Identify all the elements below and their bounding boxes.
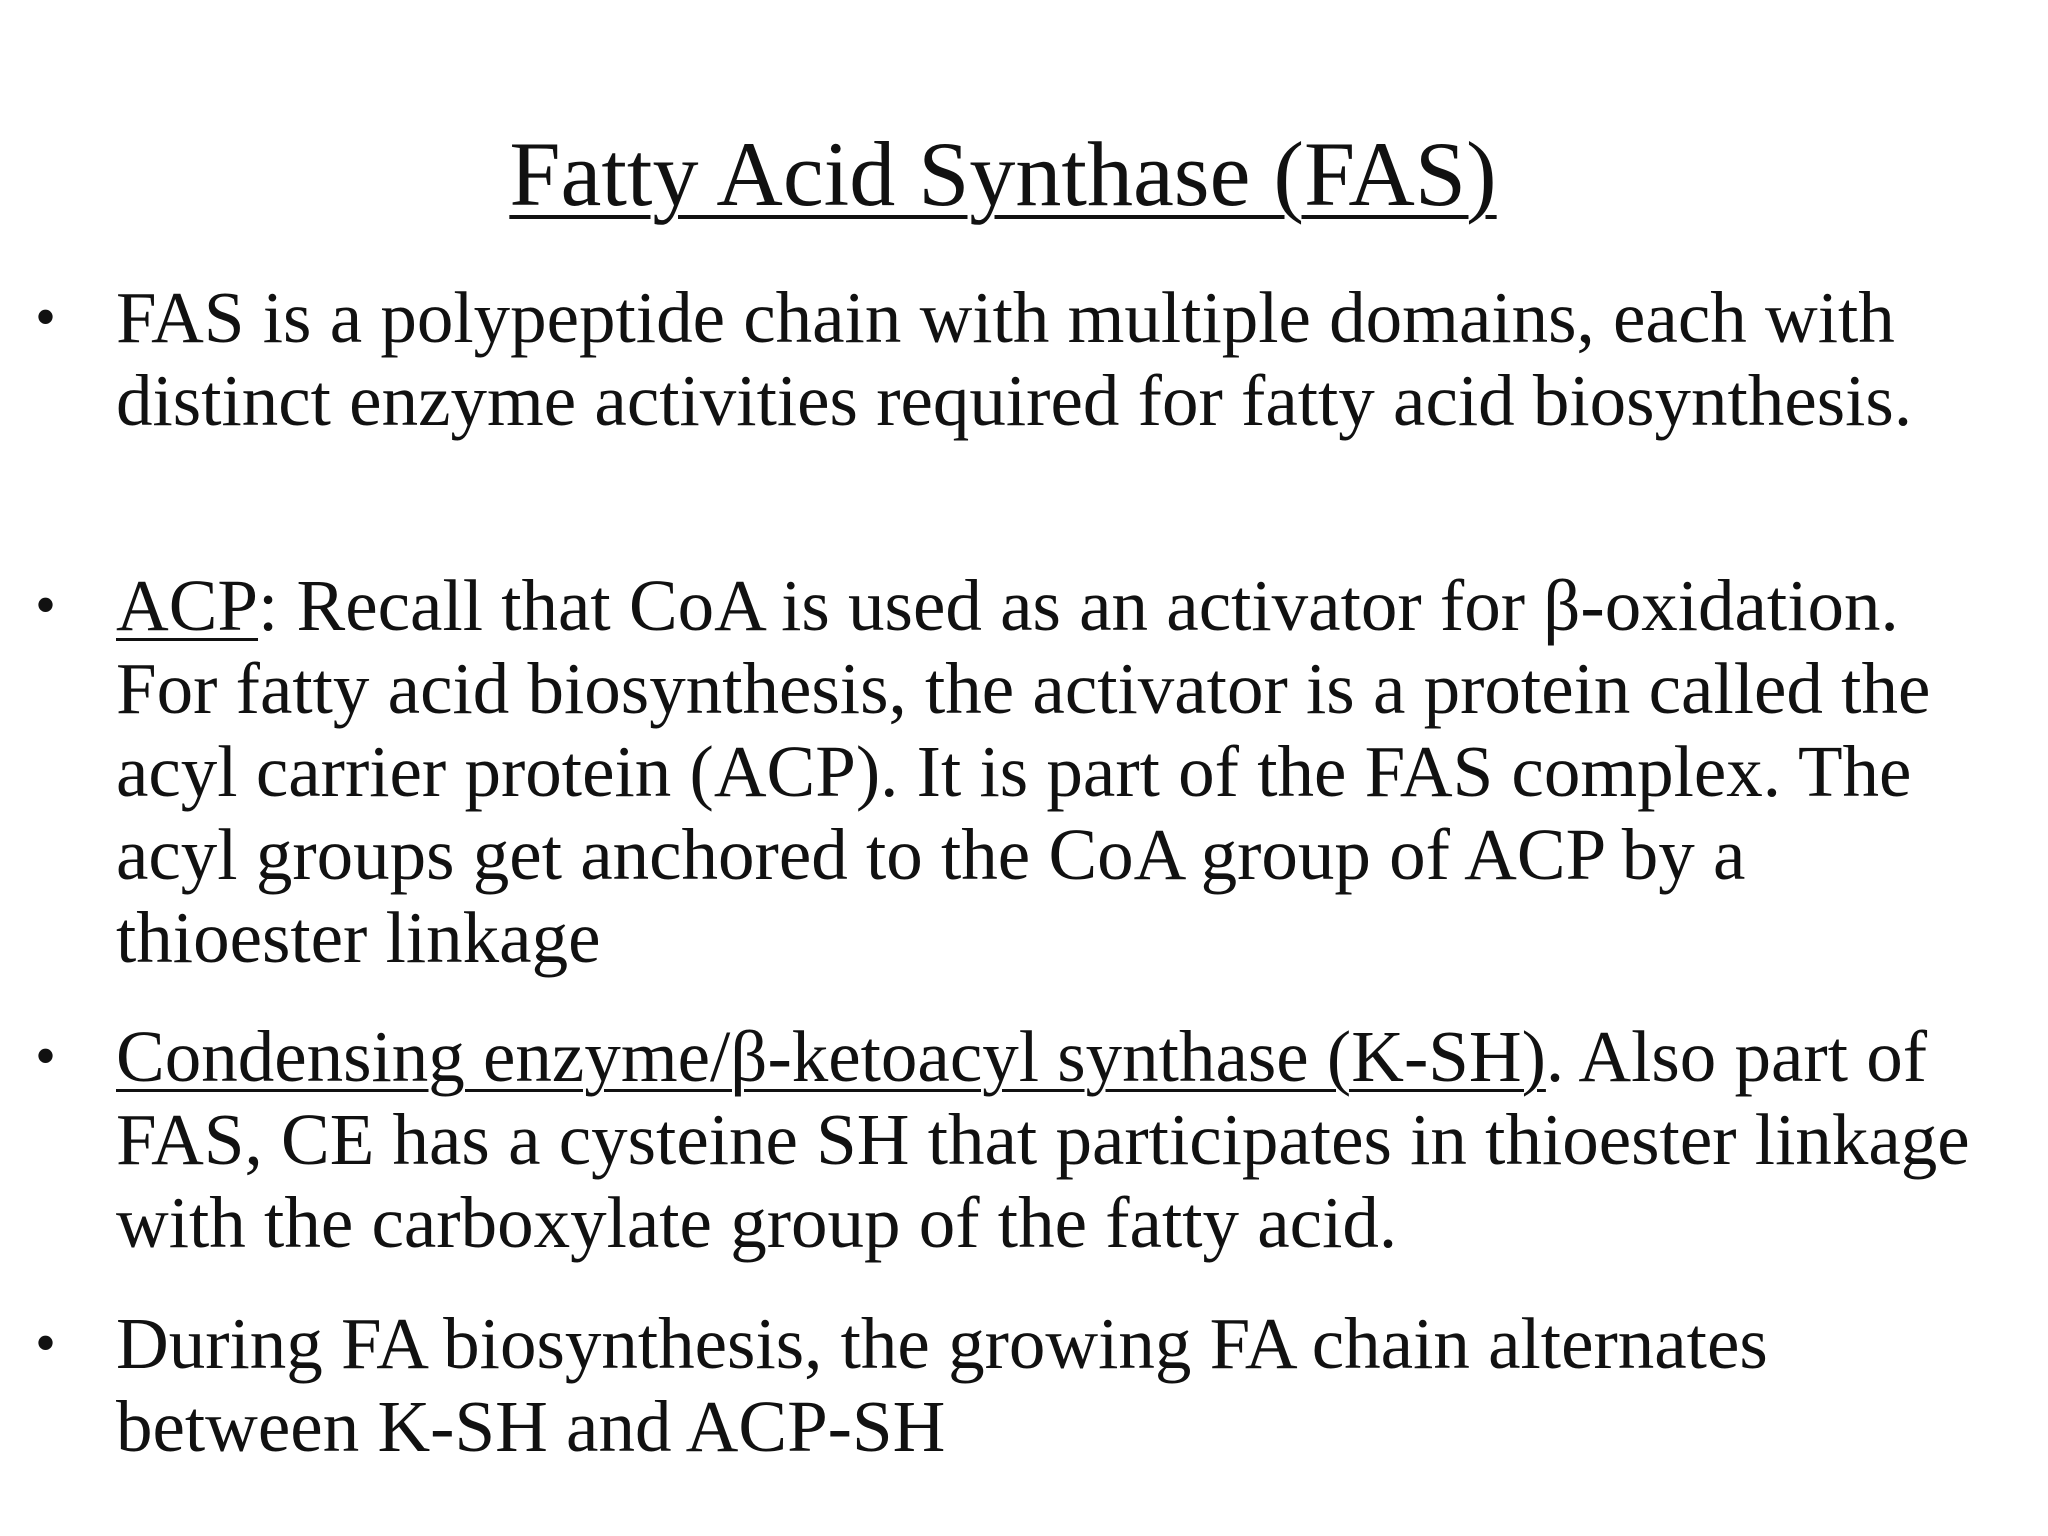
bullet-dot-icon: •: [35, 284, 57, 350]
bullet-text: During FA biosynthesis, the growing FA chain alternates between K-SH and ACP-SH: [116, 1303, 1768, 1467]
bullet-term: ACP: [116, 565, 259, 646]
bullet-dot-icon: •: [35, 572, 57, 638]
bullet-text: . Also part of FAS, CE has a cysteine SH that participates in thioester linkage with the carboxylate group of the fatty acid.: [116, 1016, 1970, 1263]
bullet-term: Condensing enzyme/β-ketoacyl synthase (K-SH): [116, 1016, 1546, 1097]
bullet-item-acp: [35, 564, 2006, 979]
slide-title-text: Fatty Acid Synthase (FAS): [509, 123, 1497, 225]
bullet-dot-icon: •: [35, 1310, 57, 1376]
slide-title: [0, 122, 2006, 226]
bullet-text: : Recall that CoA is used as an activator for β-oxidation. For fatty acid biosynthesis, the activator is a protein called the acyl carrier protein (ACP). It is part of the FAS complex. The acyl groups get anchored to the CoA group of ACP by a thioester linkage: [116, 565, 1931, 978]
bullet-dot-icon: •: [35, 1023, 57, 1089]
bullet-item-fas: [35, 276, 2006, 442]
bullet-item-fa-biosynthesis: [35, 1302, 2006, 1468]
bullet-item-condensing-enzyme: [35, 1015, 2006, 1264]
bullet-text: FAS is a polypeptide chain with multiple domains, each with distinct enzyme activities required for fatty acid biosynthesis.: [116, 277, 1913, 441]
